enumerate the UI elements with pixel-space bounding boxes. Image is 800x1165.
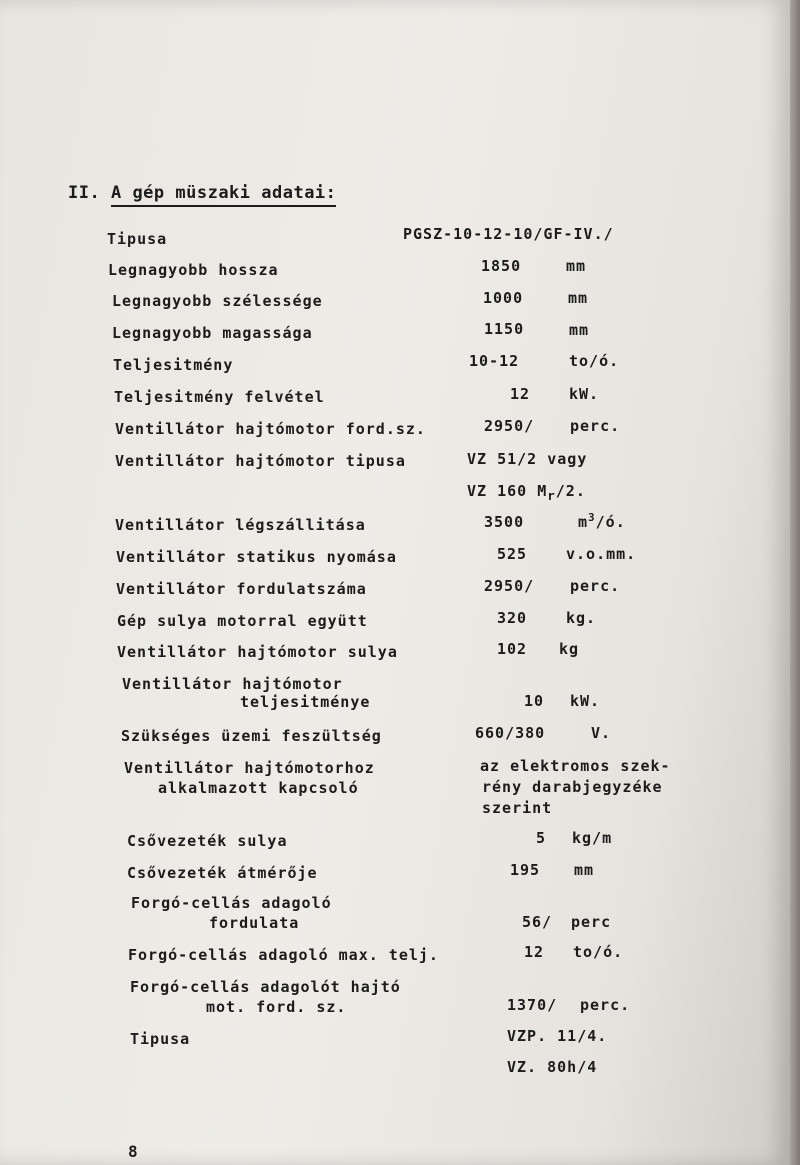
spec-value: 1000 [483,289,524,307]
spec-value: 102 [497,640,528,658]
spec-label: Ventillátor hajtómotor ford.sz. [115,420,426,438]
spec-label-line2: teljesitménye [240,693,371,711]
spec-value-line2: VZ. 80h/4 [507,1058,598,1076]
spec-label: Ventillátor hajtómotor [122,675,343,693]
spec-label: Ventillátor hajtómotor sulya [117,643,398,661]
spec-value: 525 [497,545,528,563]
spec-value: 1150 [484,320,525,338]
spec-unit: V. [591,724,612,742]
section-title: A gép müszaki adatai: [111,183,336,207]
spec-label: Ventillátor hajtómotor tipusa [115,452,406,470]
spec-value: 2950/ [484,577,535,595]
spec-value-line2: rény darabjegyzéke [482,778,663,796]
spec-label: Legnagyobb szélessége [112,292,323,310]
spec-value-line3: szerint [482,799,553,817]
spec-label: Ventillátor statikus nyomása [116,548,397,566]
spec-label-line2: mot. ford. sz. [206,998,347,1016]
spec-unit: $m^3/ó$. [578,511,626,531]
spec-label: Szükséges üzemi feszültség [121,727,382,745]
spec-value: VZ 51/2 vagy [467,450,588,468]
spec-unit: mm [569,321,590,339]
spec-unit: kg [559,640,580,658]
section-number: II. [68,183,101,203]
spec-unit: perc [571,913,612,931]
page-number: 8 [128,1142,139,1161]
spec-label-line2: fordulata [209,914,300,932]
spec-label: Teljesitmény felvétel [114,388,325,406]
spec-unit: v.o.mm. [566,545,637,563]
spec-value: az elektromos szek- [480,757,671,775]
spec-unit: kW. [570,692,601,710]
spec-value: PGSZ-10-12-10/GF-IV./ [403,225,614,243]
spec-label: Ventillátor fordulatszáma [116,580,367,598]
spec-value: 1370/ [507,996,558,1014]
spec-unit: to/ó. [569,352,620,370]
spec-label: Tipusa [130,1030,191,1048]
spec-value: 12 [510,385,531,403]
spec-label: Legnagyobb magassága [112,324,313,342]
spec-unit: kg. [566,609,597,627]
spec-label: Teljesitmény [113,356,234,374]
section-heading [68,183,336,203]
spec-value: 660/380 [475,724,546,742]
spec-value: 2950/ [484,417,535,435]
spec-value-line2: VZ 160 $M_r/2$. [467,482,586,503]
spec-label: Gép sulya motorral együtt [117,612,368,630]
spec-label: Ventillátor hajtómotorhoz [124,759,375,777]
spec-value: VZP. 11/4. [507,1027,608,1045]
spec-value: 320 [497,609,528,627]
spec-label: Forgó-cellás adagolót hajtó [130,978,401,996]
spec-unit: perc. [570,577,621,595]
spec-unit: mm [566,257,587,275]
spec-unit: kW. [569,385,600,403]
spec-label: Csővezeték átmérője [127,864,318,882]
spec-value: 10-12 [469,352,520,370]
spec-unit: kg/m [572,829,613,847]
spec-unit: perc. [580,996,631,1014]
spec-value: 195 [510,861,541,879]
spec-label: Legnagyobb hossza [108,261,279,279]
page-edge [790,0,800,1165]
spec-value: 56/ [522,913,553,931]
spec-label: Forgó-cellás adagoló [131,894,332,912]
spec-unit: perc. [570,417,621,435]
spec-label: Forgó-cellás adagoló max. telj. [128,946,439,964]
spec-unit: mm [574,861,595,879]
spec-value: 12 [524,943,545,961]
spec-value: 3500 [484,513,525,531]
spec-label: Tipusa [107,230,168,248]
spec-value: 10 [524,692,545,710]
spec-label-line2: alkalmazott kapcsoló [158,779,359,797]
spec-label: Csővezeték sulya [127,832,288,850]
spec-label: Ventillátor légszállitása [115,516,366,534]
spec-value: 1850 [481,257,522,275]
spec-unit: to/ó. [573,943,624,961]
spec-value: 5 [536,829,547,847]
spec-unit: mm [568,289,589,307]
